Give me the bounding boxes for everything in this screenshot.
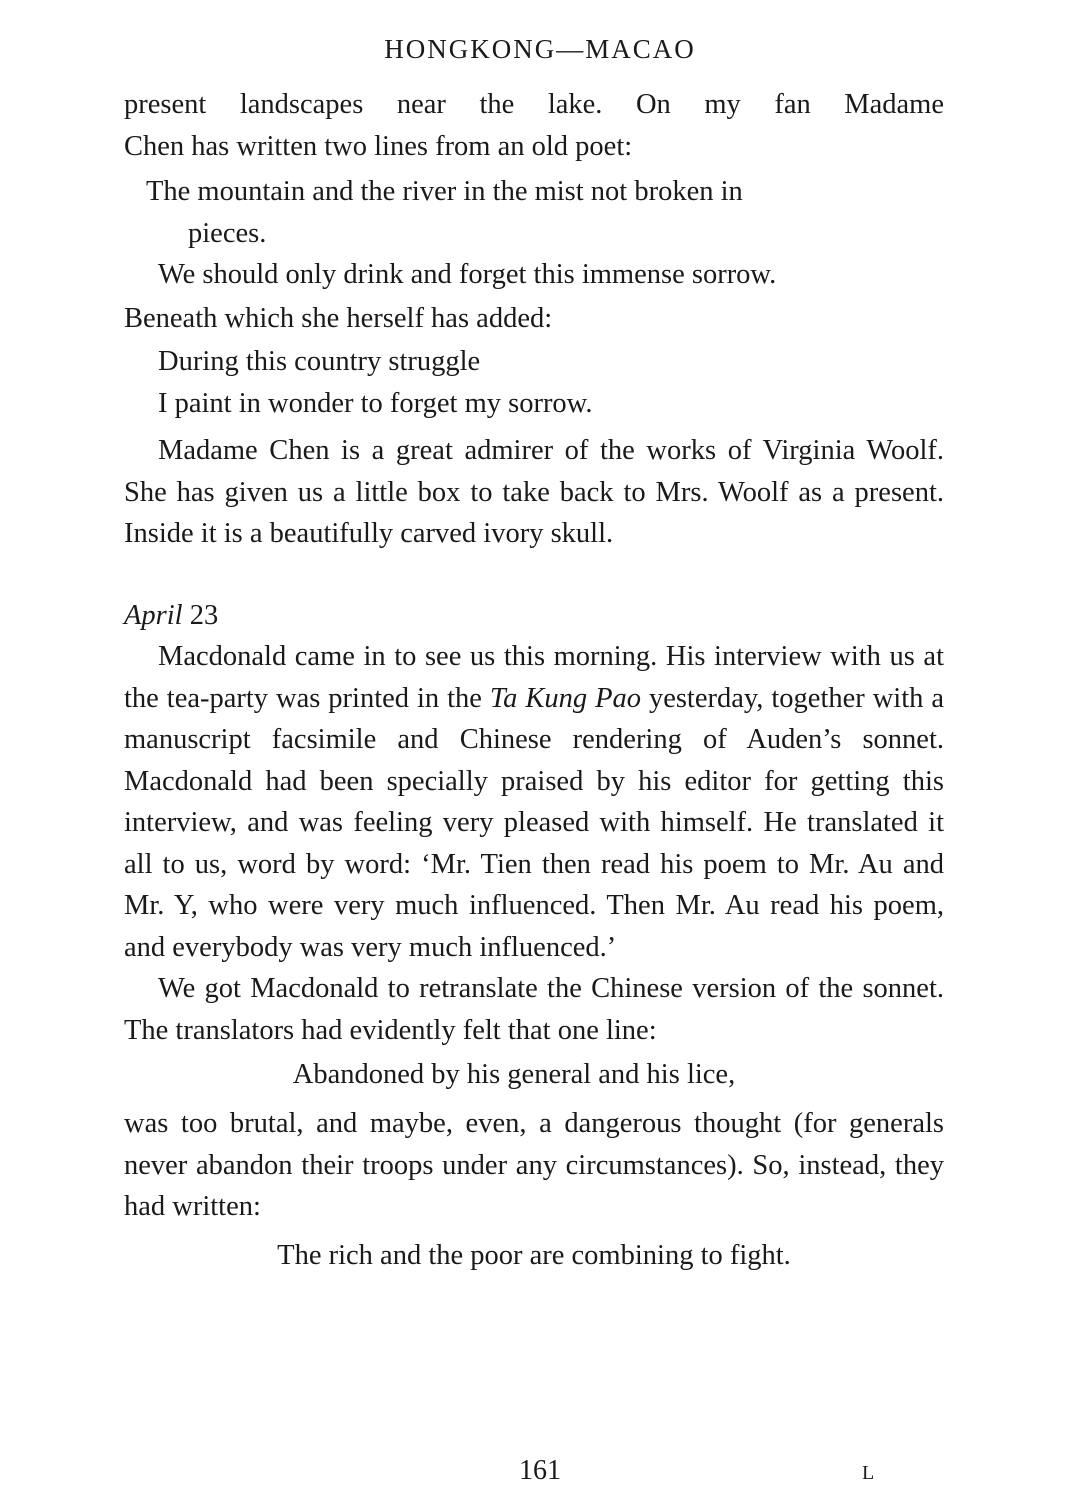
verse-line: pieces.	[188, 217, 267, 249]
text-line: Chen has written two lines from an old poet:	[124, 130, 633, 162]
verse-quote-1	[124, 171, 944, 296]
paragraph	[124, 636, 944, 968]
verse-line: The mountain and the river in the mist not broken in	[146, 176, 743, 207]
quoted-line: The rich and the poor are combining to fight.	[277, 1239, 791, 1271]
verse-line: I paint in wonder to forget my sorrow.	[158, 387, 593, 419]
paragraph-text: Macdonald came in to see us this morning. His interview with us at the tea-party was printed in the	[124, 641, 944, 714]
page-text	[124, 84, 944, 1278]
signature-mark: L	[862, 1462, 876, 1484]
verse-quote-2	[124, 341, 944, 424]
text-line: present landscapes near the lake. On my fan Madame	[124, 89, 944, 120]
verse-line: We should only drink and forget this immense sorrow.	[158, 259, 777, 290]
date-day: 23	[189, 599, 219, 631]
newspaper-title: Ta Kung Pao	[489, 682, 641, 714]
quoted-line: Abandoned by his general and his lice,	[292, 1059, 736, 1090]
verse-line: During this country struggle	[158, 346, 481, 377]
paragraph-continuation	[124, 84, 944, 167]
paragraph: Beneath which she herself has added:	[124, 302, 553, 334]
paragraph: We got Macdonald to retranslate the Chinese version of the sonnet. The translators had evidently felt that one line:	[124, 973, 944, 1046]
running-head: HONGKONG—MACAO	[384, 34, 696, 64]
paragraph: Madame Chen is a great admirer of the works of Virginia Woolf. She has given us a little box to take back to Mrs. Woolf as a present. Inside it is a beautifully carved ivory skull.	[124, 435, 944, 549]
page-number: 161	[519, 1455, 561, 1486]
paragraph: was too brutal, and maybe, even, a dangerous thought (for generals never abandon their troops under any circumstances). So, instead, they had written:	[124, 1108, 944, 1222]
date-month: April	[124, 599, 183, 631]
diary-date	[124, 595, 944, 637]
paragraph-text: yesterday, together with a manuscript facsimile and Chinese rendering of Auden’s sonnet. Macdonald had been specially praised by his editor for getting this interview, and was feeling very pleased with himself. He translated it all to us, word by word: ‘Mr. Tien then read his poem to Mr. Au and Mr. Y, who were very much influenced. Then Mr. Au read his poem, and everybody was very much influenced.’	[124, 682, 945, 963]
